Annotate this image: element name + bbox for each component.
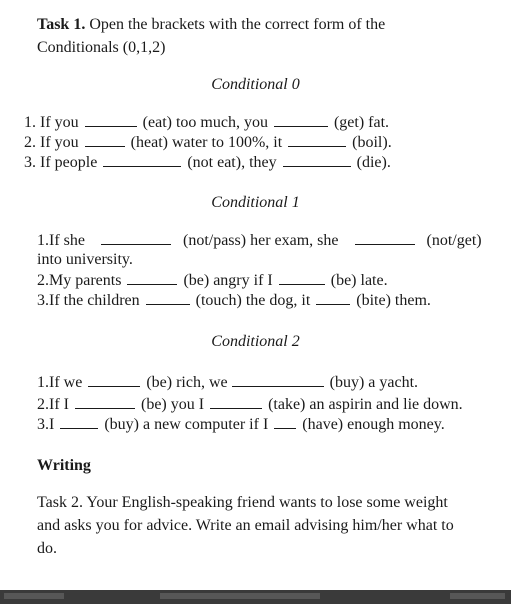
- answer-blank[interactable]: [355, 230, 415, 245]
- c1-item-1-cont: into university.: [37, 251, 133, 268]
- answer-blank[interactable]: [103, 152, 181, 167]
- strip-segment: [450, 593, 505, 599]
- conditional2-heading: Conditional 2: [211, 333, 300, 350]
- task2-line1: Task 2. Your English-speaking friend wants to lose some weight: [37, 494, 448, 511]
- c2-item-3: 3.I (buy) a new computer if I (have) enough money.: [37, 416, 445, 433]
- c1-item-3: 3.If the children (touch) the dog, it (bite) them.: [37, 292, 431, 309]
- bottom-bar-strip: [0, 590, 511, 604]
- answer-blank[interactable]: [127, 270, 177, 285]
- answer-blank[interactable]: [232, 372, 324, 387]
- answer-blank[interactable]: [75, 394, 135, 409]
- answer-blank[interactable]: [210, 394, 262, 409]
- conditional1-heading: Conditional 1: [211, 194, 300, 211]
- task1-instruction: Open the brackets with the correct form of the: [89, 16, 386, 33]
- answer-blank[interactable]: [60, 414, 98, 429]
- strip-segment: [160, 593, 320, 599]
- task1-line1: [37, 15, 385, 35]
- answer-blank[interactable]: [85, 132, 125, 147]
- answer-blank[interactable]: [274, 112, 328, 127]
- c0-item-3: 3. If people (not eat), they (die).: [24, 154, 391, 171]
- answer-blank[interactable]: [274, 414, 296, 429]
- answer-blank[interactable]: [88, 372, 140, 387]
- answer-blank[interactable]: [283, 152, 351, 167]
- c0-item-2: 2. If you (heat) water to 100%, it (boil).: [24, 134, 392, 151]
- answer-blank[interactable]: [101, 230, 171, 245]
- c1-item-1: 1.If she (not/pass) her exam, she (not/get): [37, 232, 482, 249]
- task1-line2: Conditionals (0,1,2): [37, 39, 166, 56]
- c0-item-1: 1. If you (eat) too much, you (get) fat.: [24, 114, 390, 131]
- c2-item-1: 1.If we (be) rich, we (buy) a yacht.: [37, 374, 419, 391]
- strip-segment: [4, 593, 64, 599]
- answer-blank[interactable]: [288, 132, 346, 147]
- writing-heading: Writing: [37, 457, 91, 474]
- task1-title: Task 1.: [37, 16, 86, 33]
- task2-line2: and asks you for advice. Write an email advising him/her what to: [37, 517, 454, 534]
- conditional0-heading: Conditional 0: [211, 76, 300, 93]
- c2-item-2: 2.If I (be) you I (take) an aspirin and lie down.: [37, 396, 463, 413]
- answer-blank[interactable]: [146, 290, 190, 305]
- answer-blank[interactable]: [279, 270, 325, 285]
- task2-line3: do.: [37, 540, 57, 557]
- answer-blank[interactable]: [85, 112, 137, 127]
- answer-blank[interactable]: [316, 290, 350, 305]
- c1-item-2: 2.My parents (be) angry if I (be) late.: [37, 272, 388, 289]
